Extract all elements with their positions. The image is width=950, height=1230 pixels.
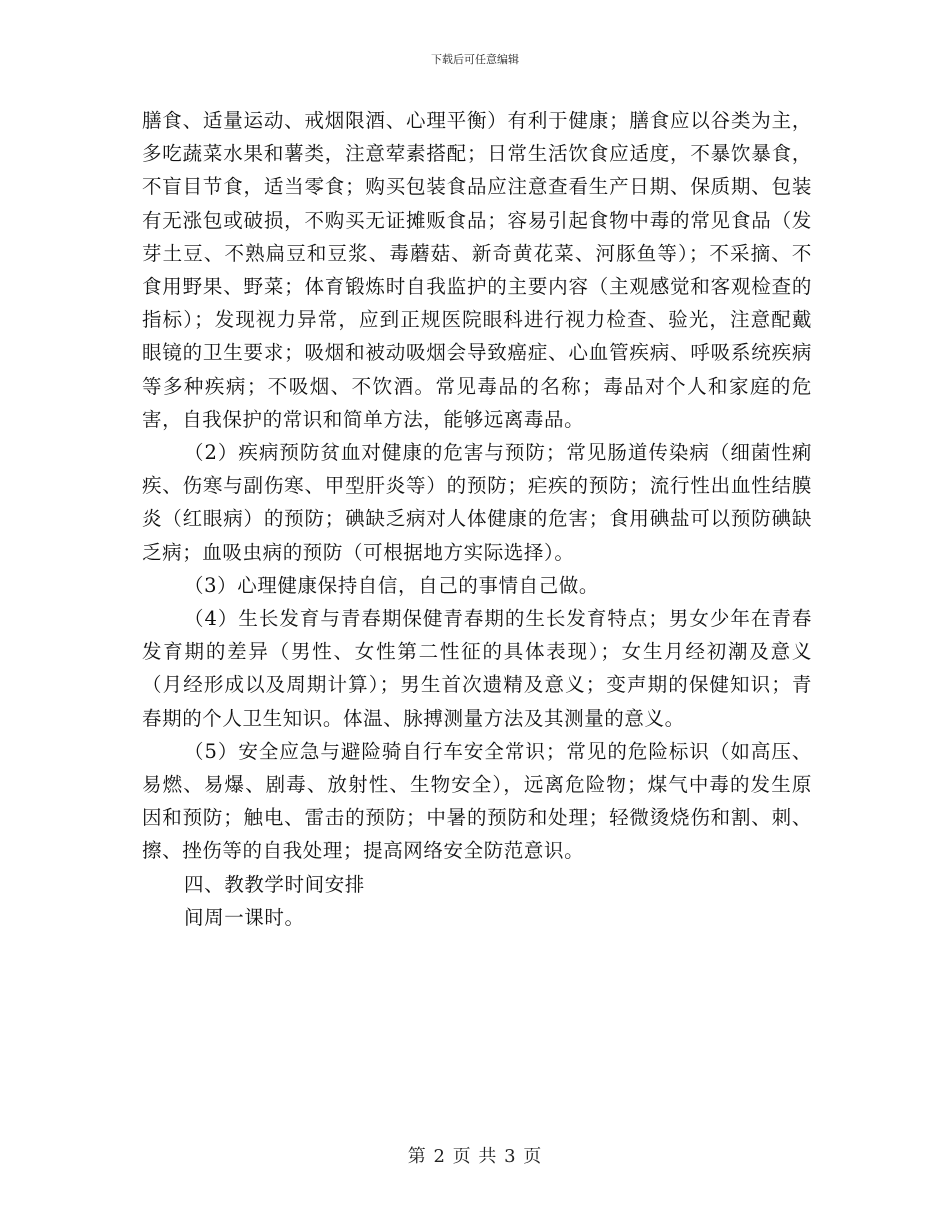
- paragraph-schedule: 间周一课时。: [184, 905, 305, 929]
- section-heading-schedule: 四、教教学时间安排: [184, 872, 365, 896]
- paragraph-disease-prevention: （2）疾病预防贫血对健康的危害与预防；常见肠道传染病（细菌性痢疾、伤寒与副伤寒、甲型肝炎等）的预防；疟疾的预防；流行性出血性结膜炎（红眼病）的预防；碘缺乏病对人体健康的危害；食用碘盐可以预防碘缺乏病；血吸虫病的预防（可根据地方实际选择）。: [142, 441, 812, 564]
- document-body: [142, 104, 812, 934]
- page-number: 第 2 页 共 3 页: [407, 1146, 543, 1167]
- paragraph-safety-emergency: （5）安全应急与避险骑自行车安全常识；常见的危险标识（如高压、易燃、易爆、剧毒、放射性、生物安全），远离危险物；煤气中毒的发生原因和预防；触电、雷击的预防；中暑的预防和处理；轻微烫烧伤和割、刺、擦、挫伤等的自我处理；提高网络安全防范意识。: [142, 739, 812, 863]
- page-header: 下载后可任意编辑: [431, 53, 519, 66]
- paragraph-puberty-health: （4）生长发育与青春期保健青春期的生长发育特点；男女少年在青春发育期的差异（男性、女性第二性征的具体表现）；女生月经初潮及意义（月经形成以及周期计算）；男生首次遗精及意义；变声期的保健知识；青春期的个人卫生知识。体温、脉搏测量方法及其测量的意义。: [142, 607, 812, 730]
- paragraph-mental-health: （3）心理健康保持自信，自己的事情自己做。: [184, 573, 600, 597]
- paragraph-diet-safety: 膳食、适量运动、戒烟限酒、心理平衡）有利于健康；膳食应以谷类为主，多吃蔬菜水果和薯类，注意荤素搭配；日常生活饮食应适度，不暴饮暴食，不盲目节食，适当零食；购买包装食品应注意查看生产日期、保质期、包装有无涨包或破损，不购买无证摊贩食品；容易引起食物中毒的常见食品（发芽土豆、不熟扁豆和豆浆、毒蘑菇、新奇黄花菜、河豚鱼等）；不采摘、不食用野果、野菜；体育锻炼时自我监护的主要内容（主观感觉和客观检查的指标）；发现视力异常，应到正规医院眼科进行视力检查、验光，注意配戴眼镜的卫生要求；吸烟和被动吸烟会导致癌症、心血管疾病、呼吸系统疾病等多种疾病；不吸烟、不饮酒。常见毒品的名称；毒品对个人和家庭的危害，自我保护的常识和简单方法，能够远离毒品。: [142, 109, 812, 431]
